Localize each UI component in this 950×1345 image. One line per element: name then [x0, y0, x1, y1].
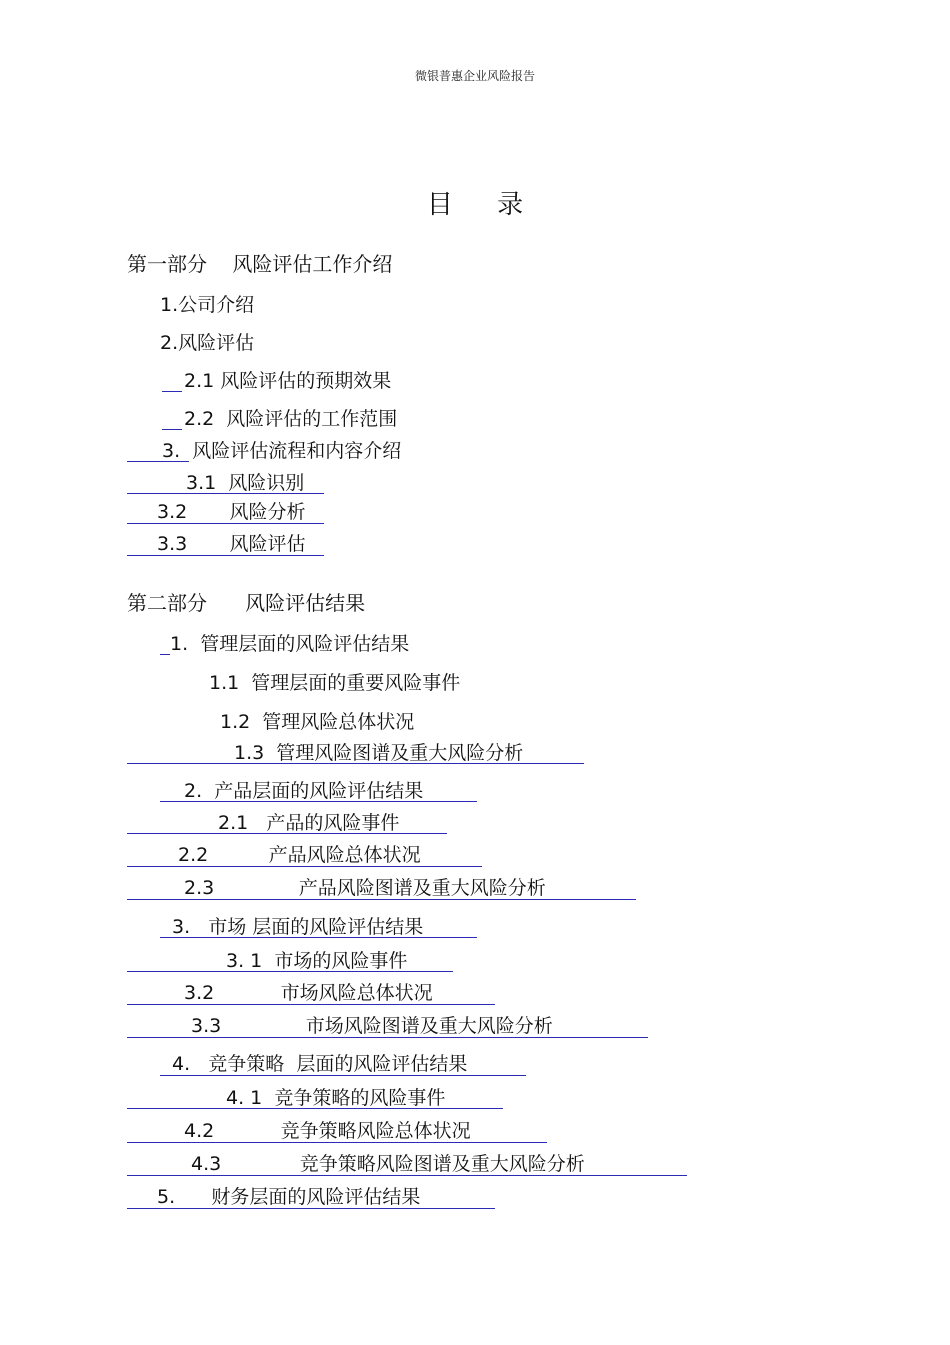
toc-item-market-map[interactable]: 3.3 市场风险图谱及重大风险分析 [191, 1015, 553, 1037]
toc-item-strategy-results[interactable]: 4. 竞争策略 层面的风险评估结果 [172, 1053, 468, 1075]
link-underline [127, 833, 447, 834]
link-underline [160, 1075, 526, 1076]
toc-item-company-intro[interactable]: 1.公司介绍 [160, 294, 255, 316]
toc-item-work-scope[interactable]: 2.2 风险评估的工作范围 [184, 408, 398, 430]
toc-item-product-map[interactable]: 2.3 产品风险图谱及重大风险分析 [184, 877, 546, 899]
link-underline [162, 391, 182, 392]
toc-item-finance-results[interactable]: 5. 财务层面的风险评估结果 [157, 1186, 421, 1208]
toc-item-management-events[interactable]: 1.1 管理层面的重要风险事件 [209, 672, 461, 694]
link-underline [127, 971, 453, 972]
link-underline [127, 555, 324, 556]
toc-title: 目 录 [426, 190, 542, 220]
link-underline [127, 1004, 495, 1005]
link-underline [162, 429, 182, 430]
toc-item-management-status[interactable]: 1.2 管理风险总体状况 [220, 711, 415, 733]
link-underline [127, 1175, 687, 1176]
link-underline [127, 493, 324, 494]
toc-item-risk-analysis[interactable]: 3.2 风险分析 [157, 501, 306, 523]
part2-heading: 第二部分 风险评估结果 [127, 591, 366, 615]
toc-item-strategy-events[interactable]: 4. 1 竞争策略的风险事件 [226, 1087, 446, 1109]
toc-item-product-status[interactable]: 2.2 产品风险总体状况 [178, 844, 421, 866]
toc-item-management-map[interactable]: 1.3 管理风险图谱及重大风险分析 [234, 742, 524, 764]
toc-item-risk-evaluation[interactable]: 3.3 风险评估 [157, 533, 306, 555]
link-underline [127, 1208, 495, 1209]
link-underline [127, 899, 636, 900]
link-underline [127, 866, 482, 867]
link-underline [160, 801, 477, 802]
link-underline [127, 523, 324, 524]
link-underline [160, 654, 170, 655]
toc-item-market-status[interactable]: 3.2 市场风险总体状况 [184, 982, 433, 1004]
link-underline [127, 461, 189, 462]
toc-item-product-events[interactable]: 2.1 产品的风险事件 [218, 812, 400, 834]
link-underline [127, 1108, 503, 1109]
toc-item-management-results[interactable]: 1. 管理层面的风险评估结果 [170, 633, 410, 655]
link-underline [127, 763, 584, 764]
toc-item-market-events[interactable]: 3. 1 市场的风险事件 [226, 950, 408, 972]
link-underline [127, 1037, 648, 1038]
link-underline [160, 937, 477, 938]
page-header: 微银普惠企业风险报告 [414, 69, 535, 83]
toc-item-market-results[interactable]: 3. 市场 层面的风险评估结果 [172, 916, 424, 938]
toc-item-strategy-status[interactable]: 4.2 竞争策略风险总体状况 [184, 1120, 471, 1142]
part1-heading: 第一部分 风险评估工作介绍 [127, 252, 393, 276]
toc-item-product-results[interactable]: 2. 产品层面的风险评估结果 [184, 780, 424, 802]
toc-item-risk-identification[interactable]: 3.1 风险识别 [186, 472, 305, 494]
toc-item-expected-effect[interactable]: 2.1 风险评估的预期效果 [184, 370, 392, 392]
toc-item-strategy-map[interactable]: 4.3 竞争策略风险图谱及重大风险分析 [191, 1153, 585, 1175]
link-underline [127, 1142, 547, 1143]
toc-item-risk-assessment[interactable]: 2.风险评估 [160, 332, 255, 354]
toc-item-process-intro[interactable]: 3. 风险评估流程和内容介绍 [162, 440, 402, 462]
